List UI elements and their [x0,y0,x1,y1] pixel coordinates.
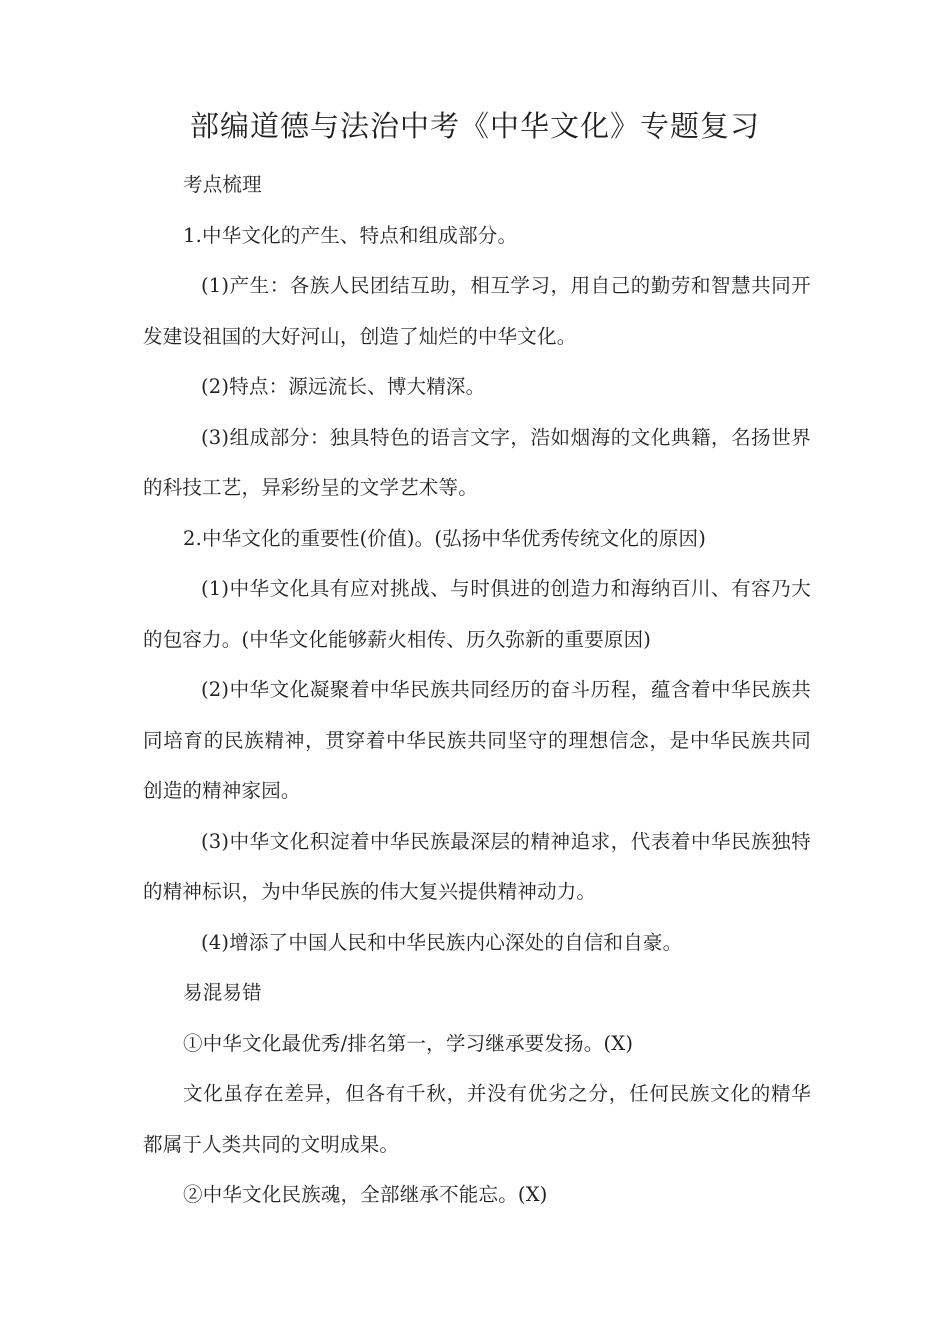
point-2-item-3: (3)中华文化积淀着中华民族最深层的精神追求，代表着中华民族独特的精神标识，为中华民族的伟大复兴提供精神动力。 [143,829,811,903]
document-title: 部编道德与法治中考《中华文化》专题复习 [189,109,760,143]
section-heading-key-points: 考点梳理 [183,173,262,196]
mistake-2: ②中华文化民族魂，全部继承不能忘。(X) [183,1183,548,1206]
point-2-item-2: (2)中华文化凝聚着中华民族共同经历的奋斗历程，蕴含着中华民族共同培育的民族精神，贯穿着中华民族共同坚守的理想信念，是中华民族共同创造的精神家园。 [143,678,811,802]
point-2-item-4: (4)增添了中国人民和中华民族内心深处的自信和自豪。 [201,930,683,954]
point-1-origin: (1)产生：各族人民团结互助，相互学习，用自己的勤劳和智慧共同开发建设祖国的大好河山，创造了灿烂的中华文化。 [143,274,811,348]
mistake-1: ①中华文化最优秀/排名第一，学习继承要发扬。(X) [183,1031,634,1055]
document-body [143,160,811,1221]
point-1: 1.中华文化的产生、特点和组成部分。 [183,223,518,247]
point-1-features: (2)特点：源远流长、博大精深。 [201,375,486,398]
point-2-item-1: (1)中华文化具有应对挑战、与时俱进的创造力和海纳百川、有容乃大的包容力。(中华文化能够薪火相传、历久弥新的重要原因) [143,577,811,651]
point-1-components: (3)组成部分：独具特色的语言文字，浩如烟海的文化典籍，名扬世界的科技工艺，异彩纷呈的文学艺术等。 [143,425,811,499]
point-2: 2.中华文化的重要性(价值)。(弘扬中华优秀传统文化的原因) [183,526,707,550]
section-heading-common-mistakes: 易混易错 [183,981,262,1004]
mistake-1-explanation: 文化虽存在差异，但各有千秋，并没有优劣之分，任何民族文化的精华都属于人类共同的文明成果。 [143,1082,811,1156]
